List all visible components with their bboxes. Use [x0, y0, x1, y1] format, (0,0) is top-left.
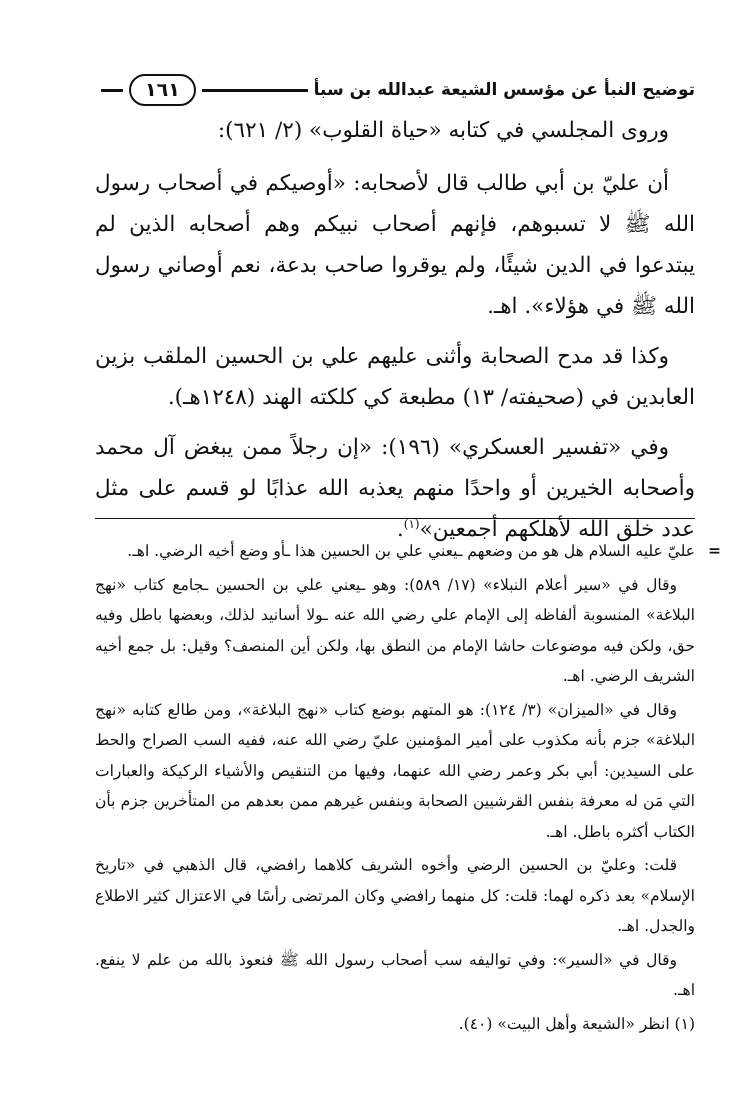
footnote-text: عليّ عليه السلام هل هو من وضعهم ـيعني علي بن الحسين هذا ـأو وضع أخيه الرضي. اهـ.: [127, 542, 695, 560]
footnote-1: (١) انظر «الشيعة وأهل البيت» (٤٠).: [458, 1014, 695, 1033]
paragraph: وفي «تفسير العسكري» (١٩٦): «إن رجلاً ممن يبغض آل محمد وأصحابه الخيرين أو واحدًا منهم يعذبه الله عذابًا لو قسم على مثل عدد خلق الله لأهلكهم أجمعين»$^{(١)}$.: [95, 435, 695, 542]
paragraph: وروى المجلسي في كتابه «حياة القلوب» (٢/ ٦٢١):: [217, 118, 669, 143]
page-header: [95, 72, 695, 108]
footnotes: [95, 536, 721, 1042]
paragraph: وكذا قد مدح الصحابة وأثنى عليهم علي بن الحسين الملقب بزين العابدين في (صحيفته/ ١٣) مطبعة كي كلكته الهند (١٢٤٨هـ).: [95, 344, 695, 410]
continuation-mark: =: [708, 541, 721, 560]
main-text: [95, 110, 695, 559]
paragraph-text: وفي «تفسير العسكري» (١٩٦): «إن رجلاً ممن يبغض آل محمد وأصحابه الخيرين أو واحدًا منهم يعذبه الله عذابًا لو قسم على مثل عدد خلق الله لأهلكهم أجمعين»: [95, 435, 695, 542]
footnote-divider: [95, 518, 695, 519]
footnote-paragraph: وقال في «سير أعلام النبلاء» (١٧/ ٥٨٩): وهو ـيعني علي بن الحسين ـجامع كتاب «نهج البلاغة» المنسوبة ألفاظه إلى الإمام علي رضي الله عنه ـولا أسانيد لذلك، وبعضها باطل وفيه حق، ولكن فيه موضوعات حاشا الإمام من النطق بها، ولكن أين المنصف؟ وقيل: بل جمع أخيه الشريف الرضي. اهـ.: [95, 575, 695, 685]
running-title: توضيح النبأ عن مؤسس الشيعة عبدالله بن سبأ: [313, 80, 695, 100]
footnote-continuation: [95, 536, 721, 567]
paragraph: أن عليّ بن أبي طالب قال لأصحابه: «أوصيكم في أصحاب رسول الله ﷺ لا تسبوهم، فإنهم أصحاب نبيكم وهم أصحابه الذين لم يبتدعوا في الدين شيئًا، ولم يوقروا صاحب بدعة، نعم أوصاني رسول الله ﷺ في هؤلاء». اهـ.: [95, 171, 695, 319]
footnote-reference: (١): [403, 516, 420, 531]
header-rule-end: [101, 89, 123, 92]
footnote-paragraph: وقال في «الميزان» (٣/ ١٢٤): هو المتهم بوضع كتاب «نهج البلاغة»، ومن طالع كتابه «نهج البلاغة» جزم بأنه مكذوب على أمير المؤمنين عليّ رضي الله عنه، ففيه السب الصراح والحط على السيدين: أبي بكر وعمر رضي الله عنهما، وفيها من التنقيص والأشياء الركيكة والعبارات التي مَن له معرفة بنفس القرشيين الصحابة وبنفس غيرهم ممن بعدهم من المتأخرين جزم بأن الكتاب أكثره باطل. اهـ.: [95, 700, 695, 841]
header-rule: [202, 89, 308, 92]
footnote-paragraph: قلت: وعليّ بن الحسين الرضي وأخوه الشريف كلاهما رافضي، قال الذهبي في «تاريخ الإسلام» بعد ذكره لهما: قلت: كل منهما رافضي وكان المرتضى رأسًا في الاعتزال كثير الاطلاع والجدل. اهـ.: [95, 856, 695, 935]
footnote-paragraph: وقال في «السير»: وفي تواليفه سب أصحاب رسول الله ﷺ فنعوذ بالله من علم لا ينفع. اهـ.: [95, 950, 695, 999]
page-number: ١٦١: [129, 74, 196, 106]
